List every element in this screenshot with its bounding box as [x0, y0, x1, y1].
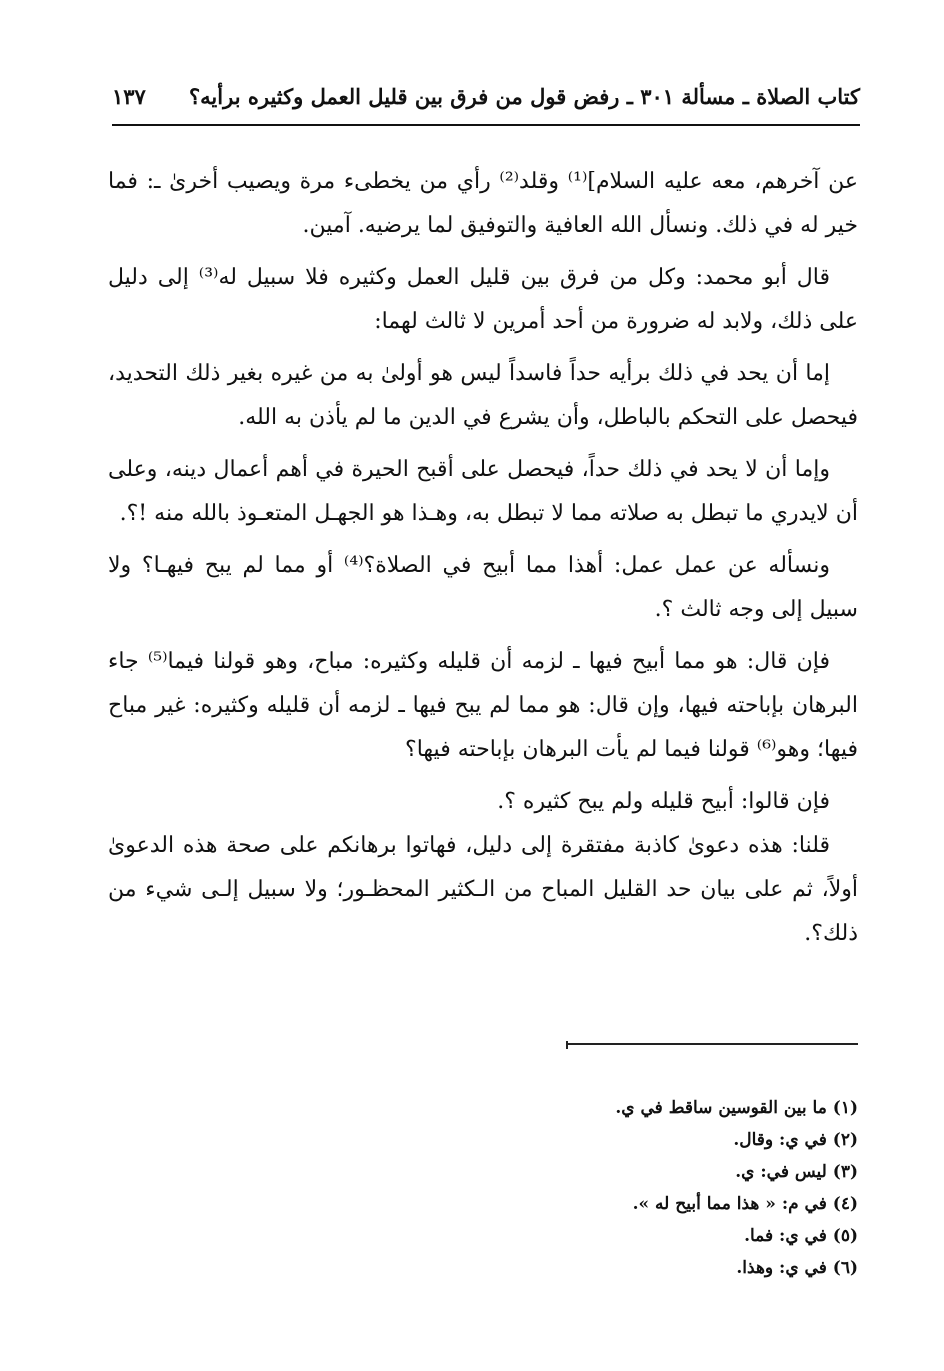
footnote: (١) ما بين القوسين ساقط في ي.: [615, 1098, 858, 1118]
main-text: [108, 160, 858, 964]
paragraph: فإن قالوا: أبيح قليله ولم يبح كثيره ؟.: [497, 789, 830, 814]
paragraph: ونسأله عن عمل عمل: أهذا مما أبيح في الصلاة؟⁽⁴⁾ أو مما لم يبح فيهـا؟ ولا سبيل إلى وجه ثالث ؟.: [108, 553, 858, 622]
paragraph: قال أبو محمد: وكل من فرق بين قليل العمل وكثيره فلا سبيل له⁽³⁾ إلى دليل على ذلك، ولابد له ضرورة من أحد أمرين لا ثالث لهما:: [108, 265, 858, 334]
footnote: (٤) في م: « هذا مما أبيح له ».: [632, 1194, 858, 1214]
running-header: [112, 76, 860, 116]
footnote-rule-tick: [566, 1041, 568, 1049]
paragraph: إما أن يحد في ذلك برأيه حداً فاسداً ليس هو أولىٰ به من غيره بغير ذلك التحديد، فيحصل على التحكم بالباطل، وأن يشرع في الدين ما لم يأذن به الله.: [108, 361, 858, 430]
footnote: (٥) في ي: فما.: [744, 1226, 858, 1246]
footnote-rule: [568, 1043, 858, 1045]
header-rule: [112, 124, 860, 126]
footnote: (٢) في ي: وقال.: [733, 1130, 858, 1150]
page-number: ١٣٧: [112, 83, 146, 109]
footnotes: [498, 1092, 858, 1284]
paragraph: وإما أن لا يحد في ذلك حداً، فيحصل على أقبح الحيرة في أهم أعمال دينه، وعلى أن لايدري ما تبطل به صلاته مما لا تبطل به، وهـذا هو الجهـل المتعـوذ بالله منه !؟.: [108, 457, 858, 526]
paragraph: عن آخرهم، معه عليه السلام]⁽¹⁾ وقلد⁽²⁾ رأي من يخطىء مرة ويصيب أخرىٰ ـ: فما خير له في ذلك. ونسأل الله العافية والتوفيق لما يرضيه. آمين.: [108, 169, 858, 238]
paragraph: قلنا: هذه دعوىٰ كاذبة مفتقرة إلى دليل، فهاتوا برهانكم على صحة هذه الدعوىٰ أولاً، ثم على بيان حد القليل المباح من الـكثير المحظـور؛ ولا سبيل إلـى شيء من ذلك؟.: [108, 833, 858, 946]
footnote: (٣) ليس في: ي.: [735, 1162, 858, 1182]
paragraph: فإن قال: هو مما أبيح فيها ـ لزمه أن قليله وكثيره: مباح، وهو قولنا فيما⁽⁵⁾ جاء البرهان بإباحته فيها، وإن قال: هو مما لم يبح فيها ـ لزمه أن قليله وكثيره: غير مباح فيها؛ وهو⁽⁶⁾ قولنا فيما لم يأت البرهان بإباحته فيها؟: [108, 649, 858, 762]
footnote: (٦) في ي: وهذا.: [736, 1258, 858, 1278]
header-title: كتاب الصلاة ـ مسألة ٣٠١ ـ رفض قول من فرق بين قليل العمل وكثيره برأيه؟: [189, 83, 860, 109]
